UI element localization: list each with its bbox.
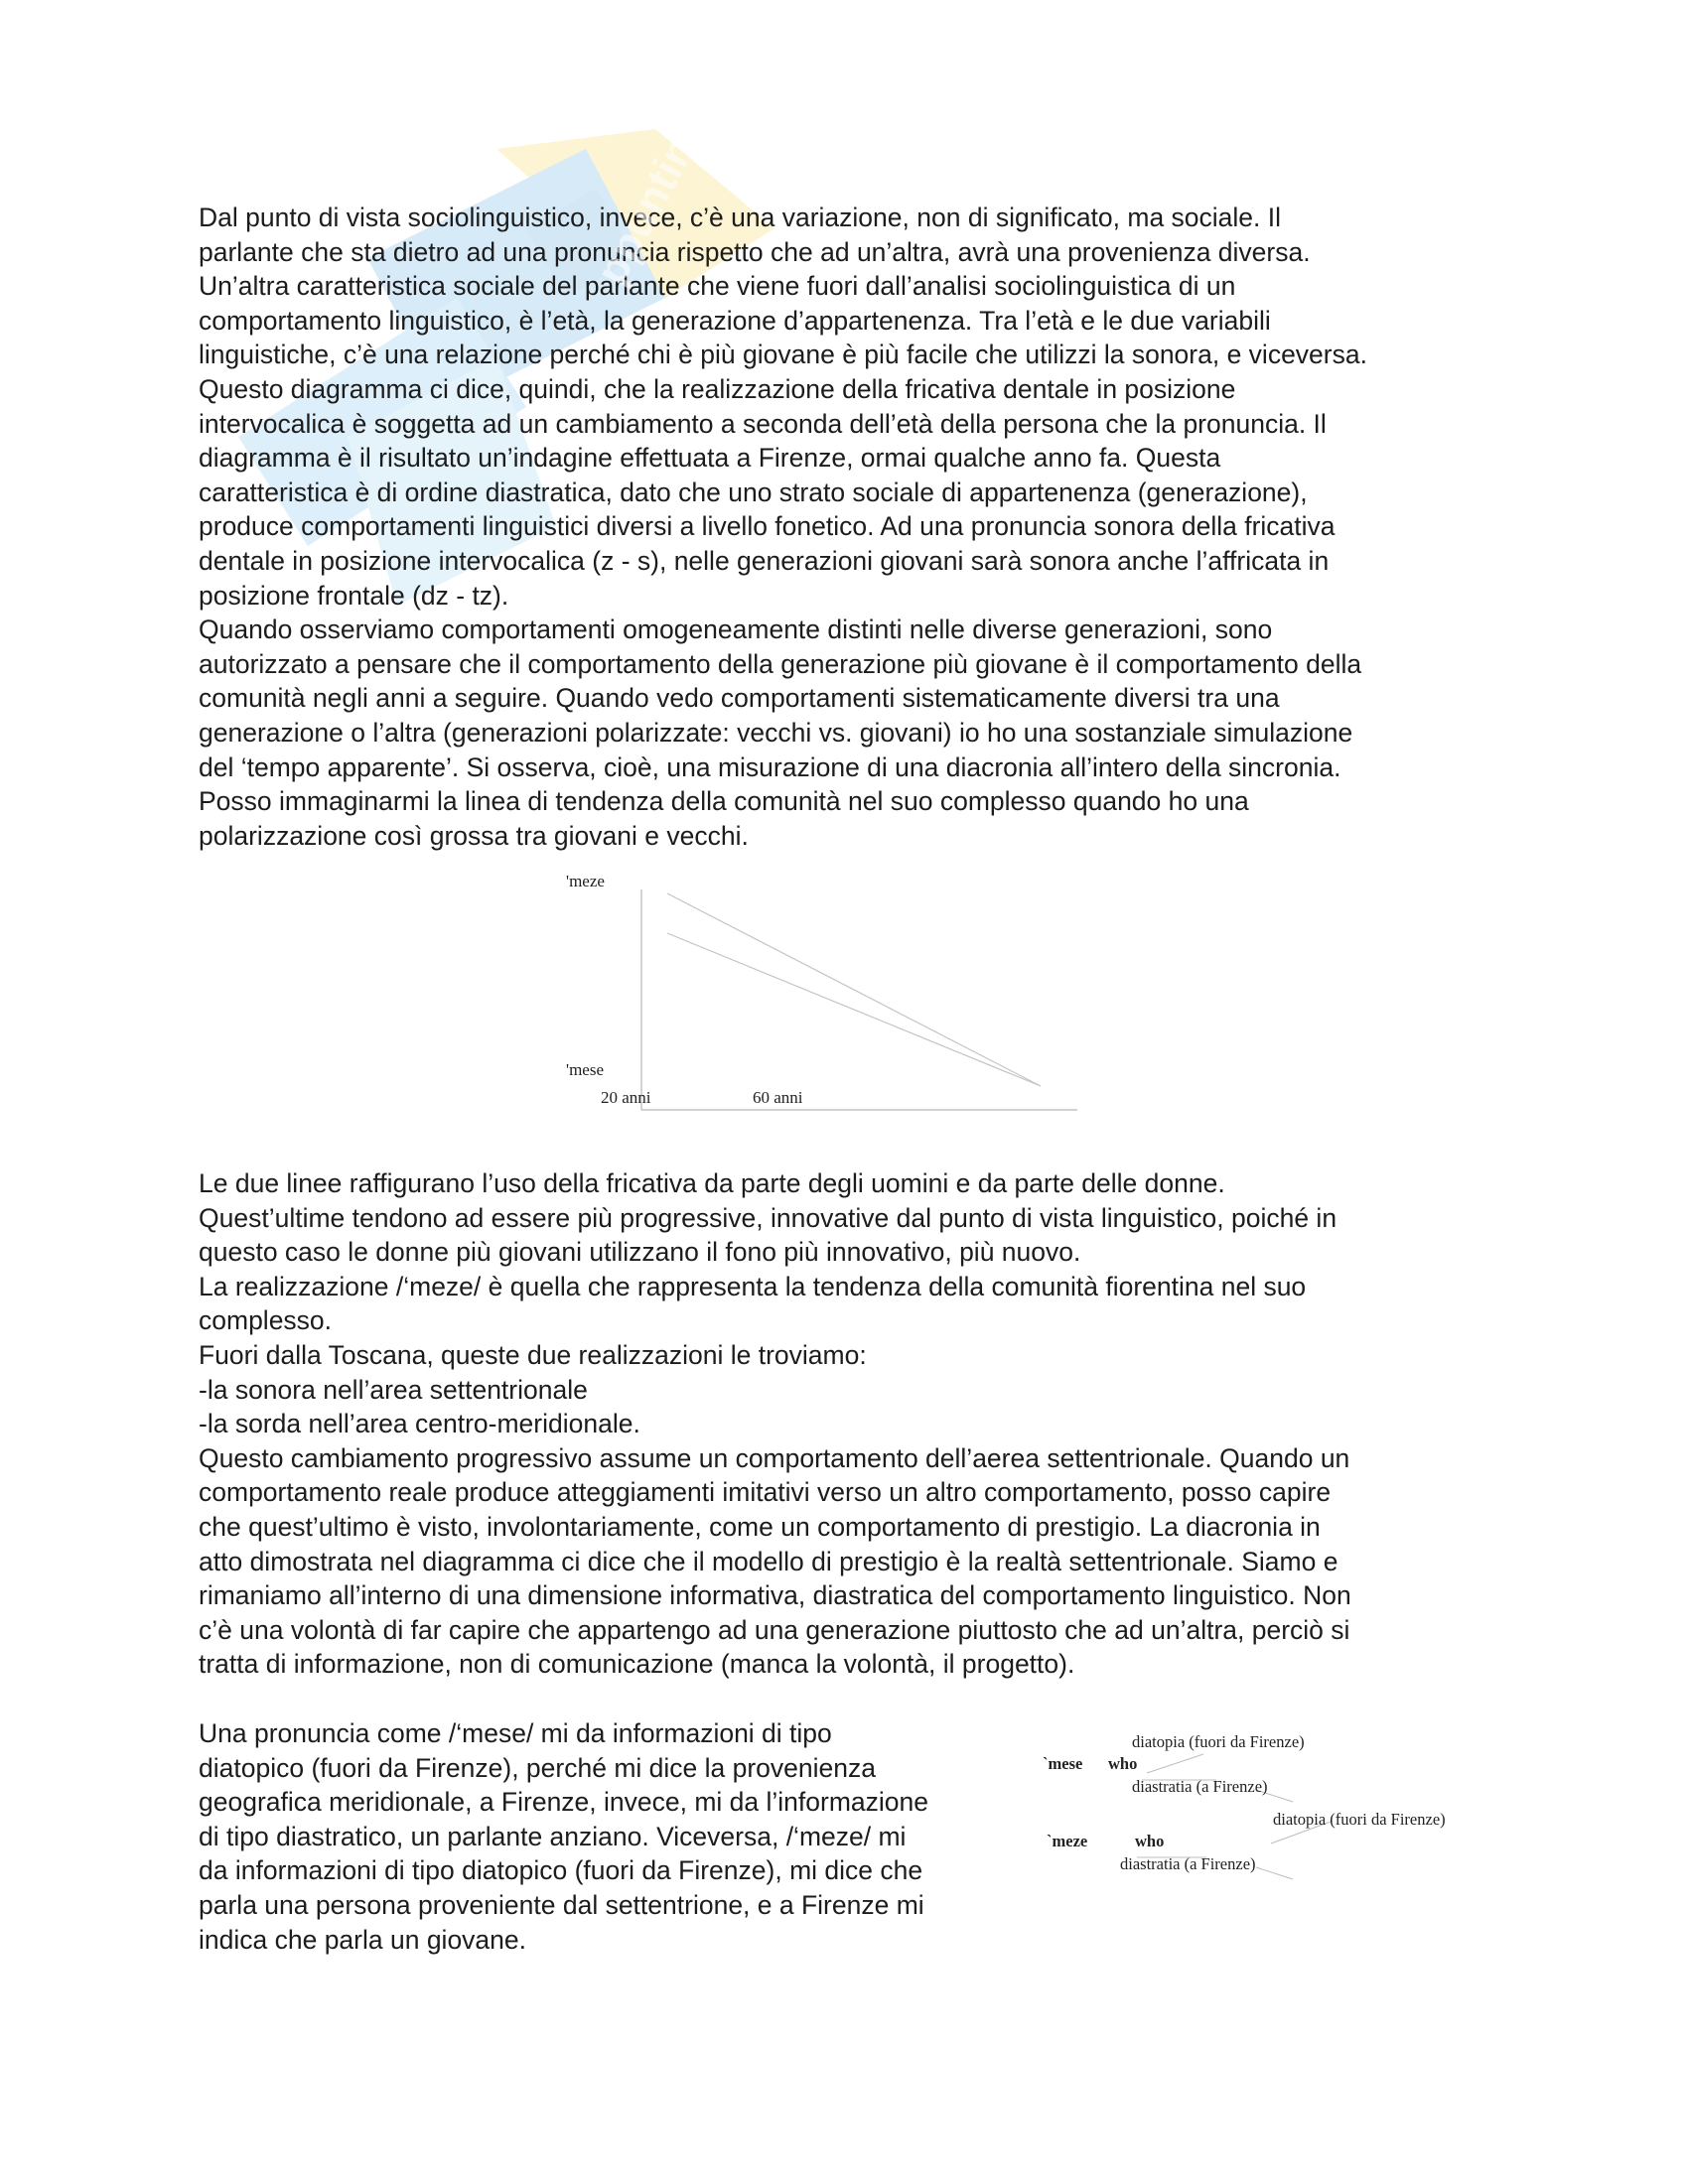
text-line: indica che parla un giovane. (199, 1924, 527, 1955)
text-line: Questo diagramma ci dice, quindi, che la realizzazione della fricativa dentale in posizione (199, 373, 1236, 404)
text-block-pronunciation (199, 1716, 1023, 1957)
text-line: generazione o l’altra (generazioni polarizzate: vecchi vs. giovani) io ho una sostanziale simulazione (199, 717, 1353, 748)
x-label-20: 20 anni (601, 1088, 651, 1107)
text-block-discussion (199, 1166, 1509, 1682)
branch-2-tail (1256, 1867, 1293, 1879)
text-line: polarizzazione così grossa tra giovani e vecchi. (199, 820, 749, 851)
text-line: di tipo diastratico, un parlante anziano. Viceversa, /‘meze/ mi (199, 1821, 907, 1851)
text-line: diatopico (fuori da Firenze), perché mi dice la provenienza (199, 1752, 876, 1783)
text-line: del ‘tempo apparente’. Si osserva, cioè, una misurazione di una diacronia all’intero della sincronia. (199, 751, 1341, 782)
text-line: Una pronuncia come /‘mese/ mi da informazioni di tipo (199, 1718, 832, 1748)
text-line: complesso. (199, 1305, 333, 1336)
row2-who: who (1135, 1832, 1165, 1850)
text-line: -la sonora nell’area settentrionale (199, 1374, 588, 1405)
text-line: Quest’ultime tendono ad essere più progressive, innovative dal punto di vista linguistico, poiché in (199, 1202, 1337, 1233)
text-line: La realizzazione /‘meze/ è quella che rappresenta la tendenza della comunità fiorentina nel suo (199, 1271, 1307, 1301)
text-line: Posso immaginarmi la linea di tendenza della comunità nel suo complesso quando ho una (199, 786, 1249, 817)
tree-diagram (1033, 1732, 1509, 1911)
text-line: rimaniamo all’interno di una dimensione informativa, diastratica del comportamento linguistico. Non (199, 1580, 1351, 1611)
age-diagram (536, 864, 1092, 1127)
text-line: che quest’ultimo è visto, involontariamente, come un comportamento di prestigio. La diacronia in (199, 1511, 1321, 1542)
trend-line-upper (667, 893, 1041, 1086)
x-label-60: 60 anni (753, 1088, 803, 1107)
text-line: comportamento linguistico, è l’età, la generazione d’appartenenza. Tra l’età e le due variabili (199, 305, 1271, 336)
row2-diastratia-label: diastratia (a Firenze) (1120, 1854, 1256, 1873)
text-line: autorizzato a pensare che il comportamento della generazione più giovane è il comportamento della (199, 648, 1362, 679)
text-line: comunità negli anni a seguire. Quando vedo comportamenti sistematicamente diversi tra una (199, 683, 1280, 714)
text-line: Quando osserviamo comportamenti omogeneamente distinti nelle diverse generazioni, sono (199, 614, 1273, 645)
branch-1-top (1147, 1754, 1203, 1773)
text-line: Fuori dalla Toscana, queste due realizzazioni le troviamo: (199, 1339, 867, 1370)
text-line: diagramma è il risultato un’indagine effettuata a Firenze, ormai qualche anno fa. Questa (199, 443, 1221, 474)
text-block-intro (199, 201, 1509, 853)
row1-diatopia-label: diatopia (fuori da Firenze) (1132, 1732, 1305, 1751)
text-line: questo caso le donne più giovani utilizzano il fono più innovativo, più nuovo. (199, 1237, 1081, 1268)
text-line: da informazioni di tipo diatopico (fuori da Firenze), mi dice che (199, 1855, 923, 1886)
text-line: Le due linee raffigurano l’uso della fricativa da parte degli uomini e da parte delle donne. (199, 1168, 1225, 1198)
row1-word: `mese (1043, 1754, 1083, 1773)
watermark-brand: ppunti (587, 152, 693, 293)
row2-word: `meze (1047, 1832, 1088, 1850)
text-line: tratta di informazione, non di comunicazione (manca la volontà, il progetto). (199, 1649, 1075, 1680)
row1-who: who (1108, 1754, 1138, 1773)
text-line: parla una persona proveniente dal settentrione, e a Firenze mi (199, 1889, 924, 1920)
text-line: dentale in posizione intervocalica (z - s), nelle generazioni giovani sarà sonora anche l’affricata in (199, 545, 1330, 576)
trend-line-lower (667, 933, 1041, 1086)
text-line: c’è una volontà di far capire che appartengo ad una generazione piuttosto che ad un’altra, perciò si (199, 1614, 1350, 1645)
text-line: parlante che sta dietro ad una pronuncia rispetto che ad un’altra, avrà una provenienza diversa. (199, 236, 1311, 267)
y-bottom-label: 'mese (566, 1060, 604, 1079)
text-line: comportamento reale produce atteggiamenti imitativi verso un altro comportamento, posso capire (199, 1477, 1332, 1508)
text-line: Un’altra caratteristica sociale del parlante che viene fuori dall’analisi sociolinguistica di un (199, 271, 1236, 302)
text-line: linguistiche, c’è una relazione perché chi è più giovane è più facile che utilizzi la sonora, e viceversa. (199, 340, 1367, 370)
text-line: Questo cambiamento progressivo assume un comportamento dell’aerea settentrionale. Quando un (199, 1442, 1350, 1473)
y-top-label: 'meze (566, 872, 605, 890)
text-line: posizione frontale (dz - tz). (199, 580, 509, 611)
row1-diastratia-label: diastratia (a Firenze) (1132, 1777, 1268, 1796)
text-line: intervocalica è soggetta ad un cambiamento a seconda dell’età della persona che la pronuncia. Il (199, 408, 1327, 439)
text-line: geografica meridionale, a Firenze, invece, mi da l’informazione (199, 1787, 928, 1818)
text-line: -la sorda nell’area centro-meridionale. (199, 1409, 640, 1439)
text-line: Dal punto di vista sociolinguistico, invece, c’è una variazione, non di significato, ma sociale. Il (199, 203, 1282, 232)
text-line: caratteristica è di ordine diastratica, dato che uno strato sociale di appartenenza (generazione), (199, 477, 1308, 507)
watermark-tag: net (649, 93, 724, 176)
text-line: produce comportamenti linguistici diversi a livello fonetico. Ad una pronuncia sonora della fricativa (199, 511, 1336, 542)
row2-diatopia-label: diatopia (fuori da Firenze) (1273, 1810, 1446, 1829)
text-line: atto dimostrata nel diagramma ci dice che il modello di prestigio è la realtà settentrionale. Siamo e (199, 1546, 1338, 1576)
